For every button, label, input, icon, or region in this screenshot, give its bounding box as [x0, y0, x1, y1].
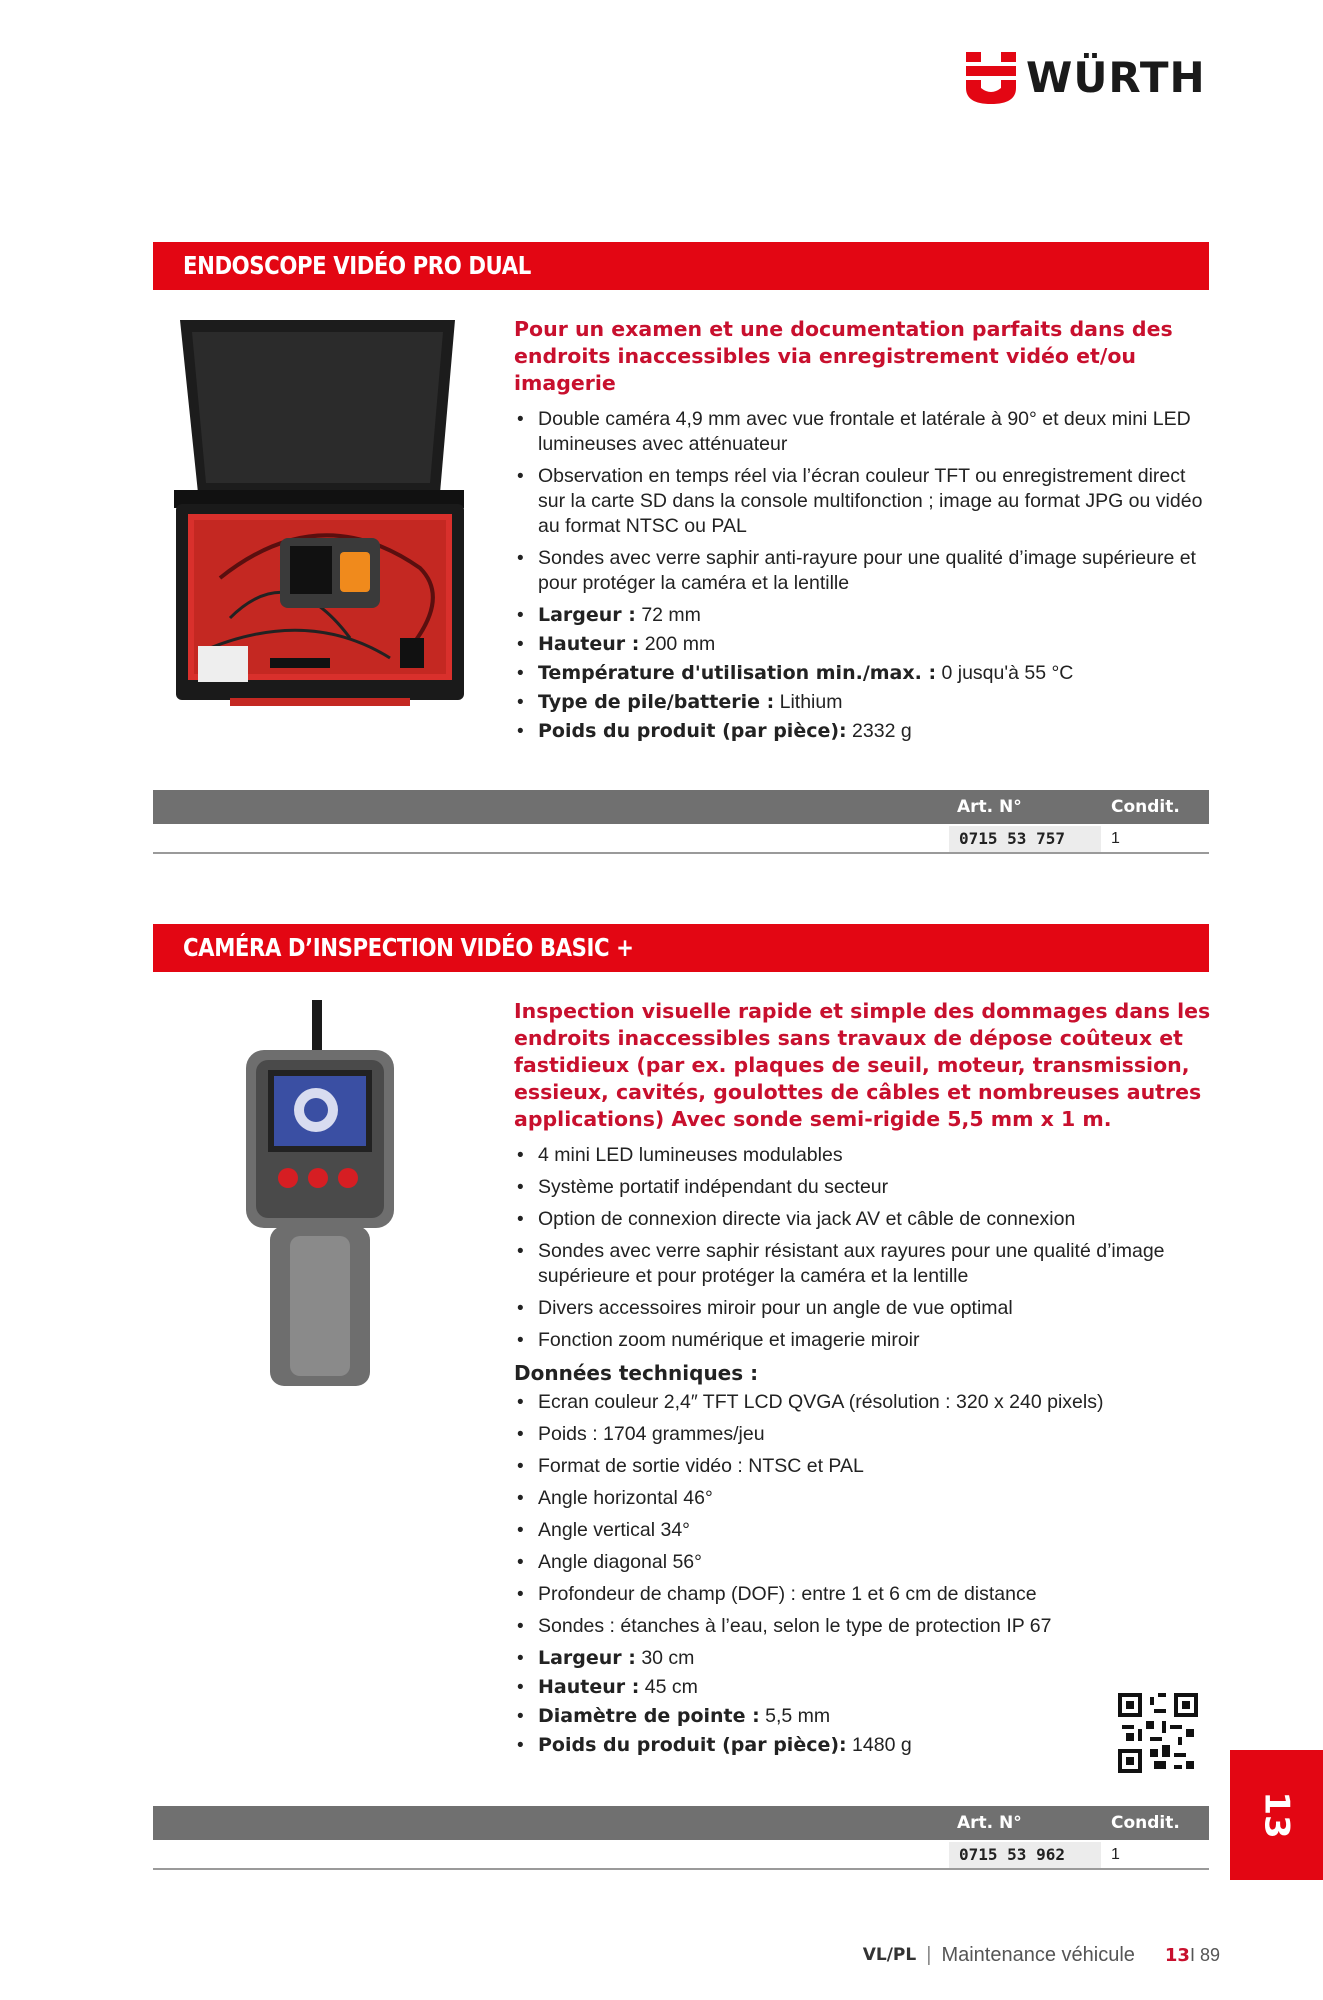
spec-item [514, 632, 1214, 657]
section1-title-text: ENDOSCOPE VIDÉO PRO DUAL [183, 251, 531, 280]
list-item: • Ecran couleur 2,4″ TFT LCD QVGA (résolution : 320 x 240 pixels) [514, 1390, 1214, 1415]
section1-bullets [514, 407, 1214, 596]
article-number: 0715 53 962 [949, 1842, 1101, 1868]
list-item: • 4 mini LED lumineuses modulables [514, 1143, 1214, 1168]
spec-item [514, 690, 1214, 715]
list-item: • Format de sortie vidéo : NTSC et PAL [514, 1454, 1214, 1479]
col-cond-header: Condit. [1111, 797, 1180, 817]
list-item: • Observation en temps réel via l’écran couleur TFT ou enregistrement direct sur la carte SD dans la console multifonction ; image au format JPG ou vidéo au format NTSC ou PAL [514, 464, 1214, 539]
spec-item [514, 719, 1214, 744]
spec-item [514, 661, 1214, 686]
article-number: 0715 53 757 [949, 826, 1101, 852]
section2-title [153, 924, 1209, 972]
chapter-tab[interactable] [1230, 1750, 1323, 1880]
chapter-tab-number: 13 [1256, 1791, 1297, 1839]
tech-heading: Données techniques : [514, 1361, 759, 1385]
section2-bullets [514, 1143, 1214, 1353]
list-item: • Divers accessoires miroir pour un angle de vue optimal [514, 1296, 1214, 1321]
table-header [153, 1806, 1209, 1840]
table-row [153, 1840, 1209, 1870]
list-item: • Angle diagonal 56° [514, 1550, 1214, 1575]
list-item: • Poids : 1704 grammes/jeu [514, 1422, 1214, 1447]
spec-key: Largeur : [538, 1647, 636, 1669]
spec-key: Température d'utilisation min./max. : [538, 662, 937, 684]
spec-value: 200 mm [639, 633, 716, 655]
condition-value: 1 [1111, 1846, 1120, 1863]
spec-key: Hauteur : [538, 1676, 640, 1698]
qr-code-icon[interactable] [1118, 1693, 1198, 1773]
list-item: • Angle horizontal 46° [514, 1486, 1214, 1511]
spec-value: 5,5 mm [759, 1705, 831, 1727]
col-cond-header: Condit. [1111, 1813, 1180, 1833]
section1-specs [514, 603, 1214, 744]
spec-item [514, 1675, 1214, 1700]
spec-key: Poids du produit (par pièce): [538, 720, 847, 742]
spec-key: Poids du produit (par pièce): [538, 1734, 847, 1756]
spec-item [514, 603, 1214, 628]
list-item: • Sondes : étanches à l’eau, selon le type de protection IP 67 [514, 1614, 1214, 1639]
spec-key: Type de pile/batterie : [538, 691, 775, 713]
brand-name: WÜRTH [1026, 53, 1206, 102]
section2-tech [514, 1390, 1214, 1639]
spec-key: Largeur : [538, 604, 636, 626]
spec-item [514, 1733, 1214, 1758]
condition-value: 1 [1111, 830, 1120, 847]
section1-article-table [153, 790, 1209, 854]
section1-lead: Pour un examen et une documentation parfaits dans des endroits inaccessibles via enregistrement vidéo et/ou imagerie [514, 317, 1173, 395]
spec-key: Diamètre de pointe : [538, 1705, 760, 1727]
section1-text [514, 316, 1214, 748]
list-item: • Sondes avec verre saphir anti-rayure pour une qualité d’image supérieure et pour protéger la caméra et la lentille [514, 546, 1214, 596]
spec-value: 30 cm [635, 1647, 695, 1669]
footer-page: I 89 [1189, 1944, 1220, 1965]
page-footer [700, 1940, 1220, 1970]
footer-chapter: 13 [1164, 1944, 1190, 1966]
list-item: • Double caméra 4,9 mm avec vue frontale et latérale à 90° et deux mini LED lumineuses avec atténuateur [514, 407, 1214, 457]
section2-lead: Inspection visuelle rapide et simple des dommages dans les endroits inaccessibles sans travaux de dépose coûteux et fastidieux (par ex. plaques de seuil, moteur, transmission, essieux, cavités, goulottes de câbles et nombreuses autres applications) Avec sonde semi-rigide 5,5 mm x 1 m. [514, 999, 1211, 1131]
spec-value: 45 cm [639, 1676, 698, 1698]
spec-value: 2332 g [846, 720, 912, 742]
footer-segment: VL/PL [862, 1945, 917, 1965]
footer-category: Maintenance véhicule [941, 1943, 1135, 1966]
spec-item [514, 1646, 1214, 1671]
spec-value: 1480 g [846, 1734, 912, 1756]
col-art-header: Art. N° [957, 1813, 1022, 1833]
section2-specs [514, 1646, 1214, 1758]
table-header [153, 790, 1209, 824]
spec-item [514, 1704, 1214, 1729]
spec-key: Hauteur : [538, 633, 640, 655]
section2-text [514, 998, 1214, 1762]
spec-value: 72 mm [635, 604, 701, 626]
inspection-camera-image [240, 1000, 400, 1392]
list-item: • Angle vertical 34° [514, 1518, 1214, 1543]
list-item: • Sondes avec verre saphir résistant aux rayures pour une qualité d’image supérieure et pour protéger la caméra et la lentille [514, 1239, 1214, 1289]
list-item: • Profondeur de champ (DOF) : entre 1 et 6 cm de distance [514, 1582, 1214, 1607]
section2-article-table [153, 1806, 1209, 1870]
col-art-header: Art. N° [957, 797, 1022, 817]
spec-value: Lithium [774, 691, 843, 713]
table-row [153, 824, 1209, 854]
wurth-logo [966, 52, 1206, 104]
endoscope-case-image [170, 318, 470, 708]
section2-title-text: CAMÉRA D’INSPECTION VIDÉO BASIC + [183, 933, 634, 962]
spec-value: 0 jusqu'à 55 °C [936, 662, 1074, 684]
section1-title [153, 242, 1209, 290]
footer-separator: | [926, 1943, 932, 1966]
list-item: • Fonction zoom numérique et imagerie miroir [514, 1328, 1214, 1353]
wurth-logo-icon [966, 52, 1016, 104]
list-item: • Option de connexion directe via jack AV et câble de connexion [514, 1207, 1214, 1232]
list-item: • Système portatif indépendant du secteur [514, 1175, 1214, 1200]
